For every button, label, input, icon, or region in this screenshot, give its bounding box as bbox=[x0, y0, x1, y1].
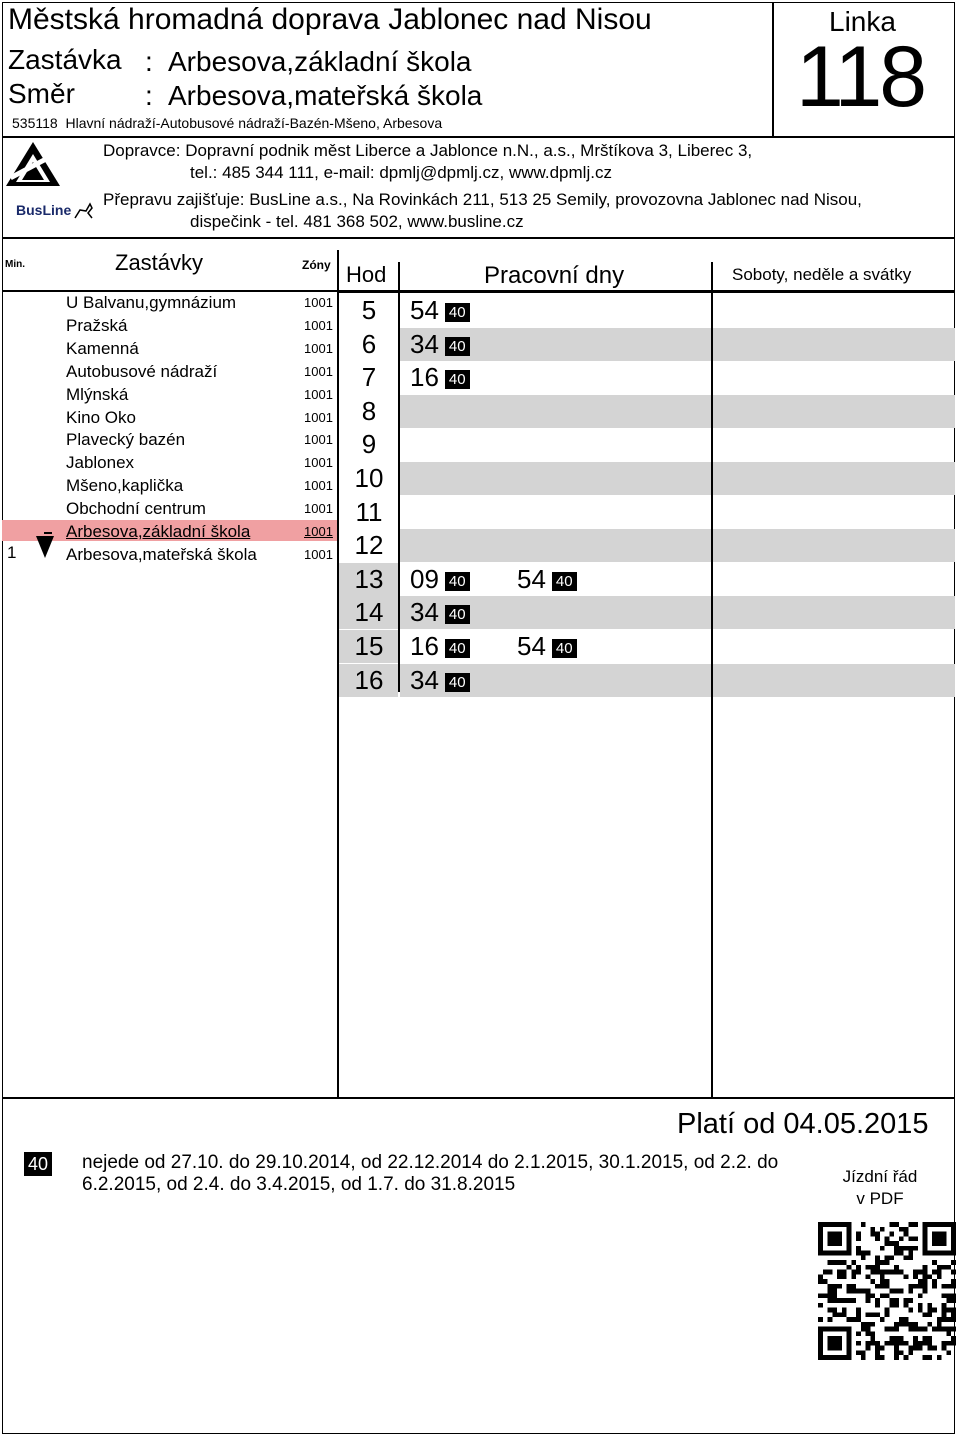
note-badge: 40 bbox=[445, 303, 470, 322]
footer-top-line bbox=[2, 1097, 955, 1099]
hour-cell: 5 bbox=[361, 295, 377, 325]
row-band bbox=[713, 529, 955, 562]
header-bottom-line bbox=[2, 136, 955, 138]
stop-zone: 1001 bbox=[304, 409, 333, 425]
note-badge: 40 bbox=[445, 572, 470, 591]
zones-header: Zóny bbox=[302, 258, 331, 272]
row-band bbox=[400, 395, 711, 428]
direction-arrow-icon bbox=[36, 536, 54, 558]
hour-cell: 13 bbox=[354, 563, 384, 594]
current-stop-marker bbox=[44, 532, 52, 534]
departure-minute: 34 bbox=[410, 664, 439, 695]
departure bbox=[517, 563, 577, 596]
stop-name: Pražská bbox=[66, 315, 128, 335]
departure bbox=[410, 630, 470, 663]
stop-zone: 1001 bbox=[304, 386, 333, 402]
stop-zone: 1001 bbox=[304, 455, 333, 471]
row-band bbox=[400, 529, 711, 562]
note-badge: 40 bbox=[552, 572, 577, 591]
hour-cell: 15 bbox=[354, 631, 384, 661]
stop-name: Jablonex bbox=[66, 453, 135, 473]
hour-cell: 12 bbox=[354, 530, 384, 561]
direction-name: Arbesova,mateřská škola bbox=[168, 80, 483, 111]
row-band bbox=[400, 462, 711, 495]
minutes-header: Min. bbox=[5, 259, 25, 270]
row-band bbox=[713, 328, 955, 361]
stop-minutes: 1 bbox=[7, 542, 17, 562]
stop-name: Obchodní centrum bbox=[66, 499, 206, 519]
stop-name: Mšeno,kaplička bbox=[66, 476, 184, 496]
note-badge: 40 bbox=[552, 639, 577, 658]
hour-header: Hod bbox=[346, 262, 387, 287]
note-badge: 40 bbox=[445, 673, 470, 692]
line-number: 118 bbox=[796, 29, 925, 125]
carrier-info: Dopravce: Dopravní podnik měst Liberce a Jablonce n.N., a.s., Mrštíkova 3, Liberec 3, tel.: 485 344 111, e-mail: dpmlj@dpmlj.cz, www.dpmlj.cz bbox=[103, 141, 753, 182]
hour-cell: 7 bbox=[361, 362, 377, 393]
hour-cell: 9 bbox=[361, 429, 377, 460]
departure bbox=[517, 630, 577, 663]
stop-name: Arbesova,základní škola bbox=[168, 46, 472, 77]
stop-name: Arbesova,základní škola bbox=[66, 522, 251, 541]
stop-name: Kino Oko bbox=[66, 407, 136, 427]
stop-name: U Balvanu,gymnázium bbox=[66, 293, 237, 312]
stop-zone: 1001 bbox=[304, 317, 333, 333]
hour-cell: 8 bbox=[361, 395, 377, 426]
departure bbox=[410, 361, 470, 394]
row-band bbox=[713, 596, 955, 629]
departure-minute: 09 bbox=[410, 563, 439, 594]
valid-from: Platí od 04.05.2015 bbox=[677, 1108, 929, 1140]
route-description: 535118 Hlavní nádraží-Autobusové nádraží-Bazén-Mšeno, Arbesova bbox=[12, 115, 443, 131]
stop-name: Mlýnská bbox=[66, 384, 129, 404]
stop-zone: 1001 bbox=[304, 340, 333, 356]
weekend-header: Soboty, neděle a svátky bbox=[732, 265, 912, 284]
hour-cell: 6 bbox=[361, 328, 377, 359]
note-badge: 40 bbox=[445, 370, 470, 389]
departure bbox=[410, 563, 470, 596]
stop-zone: 1001 bbox=[304, 478, 333, 494]
departure-minute: 34 bbox=[410, 597, 439, 628]
qr-code-icon[interactable] bbox=[818, 1222, 956, 1360]
departure-minute: 54 bbox=[517, 563, 546, 594]
departure bbox=[410, 328, 470, 361]
row-band bbox=[713, 395, 955, 428]
direction-label-colon: : bbox=[145, 80, 153, 111]
departure bbox=[410, 596, 470, 629]
departure bbox=[410, 664, 470, 697]
hour-cell: 11 bbox=[355, 496, 383, 527]
stop-zone: 1001 bbox=[304, 432, 333, 448]
pdf-link-label[interactable]: Jízdní řád v PDF bbox=[842, 1167, 918, 1208]
stop-name: Autobusové nádraží bbox=[66, 361, 218, 381]
info-bottom-line bbox=[2, 237, 955, 239]
stop-name: Arbesova,mateřská škola bbox=[66, 544, 257, 564]
stop-zone: 1001 bbox=[304, 546, 333, 562]
direction-label: Směr bbox=[8, 78, 75, 109]
stops-header: Zastávky bbox=[115, 250, 204, 275]
row-band bbox=[713, 664, 955, 697]
note-badge: 40 bbox=[445, 337, 470, 356]
hour-cell: 16 bbox=[354, 664, 384, 695]
header-divider bbox=[772, 2, 774, 137]
stop-name: Kamenná bbox=[66, 338, 139, 358]
timetable-header-line bbox=[337, 290, 955, 293]
departure-minute: 34 bbox=[410, 328, 439, 359]
stop-label-colon: : bbox=[145, 46, 153, 77]
hour-cell: 10 bbox=[354, 463, 384, 493]
busline-logo: BusLine bbox=[16, 202, 72, 218]
stop-zone: 1001 bbox=[304, 501, 333, 517]
operator-info: Přepravu zajišťuje: BusLine a.s., Na Rovinkách 211, 513 25 Semily, provozovna Jablonec nad Nisou, dispečink - tel. 481 368 502, www.busline.cz bbox=[103, 190, 862, 231]
note-badge: 40 bbox=[445, 605, 470, 624]
departure-minute: 16 bbox=[410, 362, 439, 393]
note-badge: 40 bbox=[445, 639, 470, 658]
hour-cell: 14 bbox=[354, 597, 384, 628]
stop-label: Zastávka bbox=[8, 44, 122, 75]
stop-zone: 1001 bbox=[304, 295, 333, 310]
stop-name: Plavecký bazén bbox=[66, 430, 186, 450]
departure-minute: 16 bbox=[410, 631, 439, 661]
page-title: Městská hromadná doprava Jablonec nad Nisou bbox=[8, 3, 652, 36]
stop-zone: 1001 bbox=[304, 524, 333, 539]
departure bbox=[410, 294, 470, 327]
row-band bbox=[713, 462, 955, 495]
weekday-header: Pracovní dny bbox=[484, 262, 625, 289]
deer-logo-icon bbox=[72, 200, 96, 222]
departure-minute: 54 bbox=[410, 295, 439, 325]
stop-zone: 1001 bbox=[304, 363, 333, 379]
legend-text: nejede od 27.10. do 29.10.2014, od 22.12.2014 do 2.1.2015, 30.1.2015, od 2.2. do 6.2.2015, od 2.4. do 3.4.2015, od 1.7. do 31.8.2015 bbox=[82, 1152, 779, 1195]
legend-code: 40 bbox=[24, 1152, 52, 1176]
line-label: Linka bbox=[829, 6, 896, 37]
departure-minute: 54 bbox=[517, 631, 546, 661]
dpmlj-logo-icon bbox=[4, 140, 62, 190]
